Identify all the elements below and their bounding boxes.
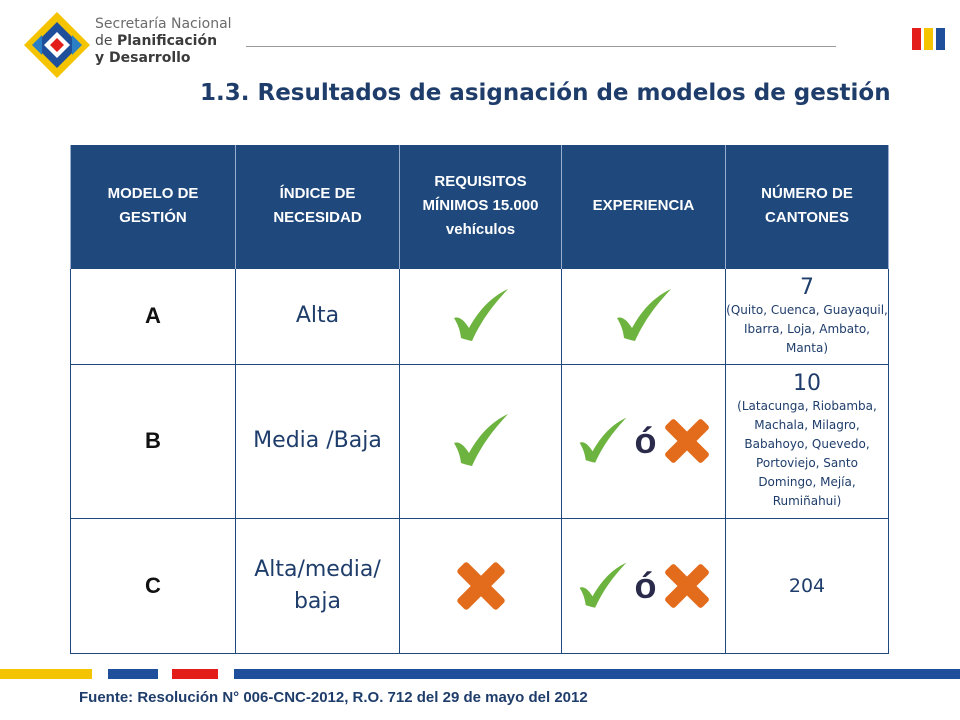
- canton-count-cell: [726, 364, 889, 518]
- cross-mark-icon: [663, 417, 711, 465]
- org-line-2: de Planificación: [95, 33, 218, 49]
- check-mark-icon: [451, 286, 511, 346]
- check-mark-icon: [451, 411, 511, 471]
- page-title: 1.3. Resultados de asignación de modelos de gestión: [200, 80, 891, 106]
- need-cell: Alta/media/ baja: [236, 518, 400, 653]
- flag-stripe-red: [912, 28, 921, 50]
- requirements-cell: [400, 518, 562, 653]
- experience-cell: [562, 268, 726, 364]
- footer-stripe-navy: [234, 669, 960, 679]
- cross-mark-icon: [455, 560, 507, 612]
- table-header-row: [71, 145, 889, 268]
- canton-list: (Latacunga, Riobamba, Machala, Milagro, Babahoyo, Quevedo, Portoviejo, Santo Domingo, Mejía, Rumiñahui): [737, 399, 877, 508]
- canton-count-cell: [726, 268, 889, 364]
- check-mark-icon: [577, 560, 629, 612]
- header-divider: [246, 46, 836, 47]
- canton-count-cell: [726, 518, 889, 653]
- header-need-index: ÍNDICE DE NECESIDAD: [236, 145, 400, 268]
- experience-cell: [562, 518, 726, 653]
- canton-count: 10: [793, 371, 821, 396]
- source-note: Fuente: Resolución N° 006-CNC-2012, R.O. 712 del 29 de mayo del 2012: [79, 689, 588, 706]
- model-cell: B: [71, 364, 236, 518]
- or-label: ó: [634, 564, 657, 606]
- footer-stripe-yellow: [0, 669, 92, 679]
- canton-list: (Quito, Cuenca, Guayaquil, Ibarra, Loja, Ambato, Manta): [726, 302, 888, 355]
- header-min-requirements: REQUISITOS MÍNIMOS 15.000 vehículos: [400, 145, 562, 268]
- check-mark-icon: [577, 415, 629, 467]
- footer-stripe-blue: [108, 669, 158, 679]
- senplades-logo-icon: [22, 10, 92, 80]
- org-line-1: Secretaría Nacional: [95, 16, 232, 32]
- requirements-cell: [400, 268, 562, 364]
- or-label: ó: [634, 420, 657, 461]
- organization-name: [95, 16, 232, 67]
- management-models-table: [70, 145, 889, 654]
- flag-stripe-yellow: [924, 28, 933, 50]
- footer-stripe-red: [172, 669, 218, 679]
- canton-count: 7: [800, 274, 814, 300]
- model-cell: A: [71, 268, 236, 364]
- header-canton-count: NÚMERO DE CANTONES: [726, 145, 889, 268]
- table-row: [71, 518, 889, 653]
- experience-cell: [562, 364, 726, 518]
- need-cell: Media /Baja: [236, 364, 400, 518]
- flag-stripe-blue: [936, 28, 945, 50]
- header-model: MODELO DE GESTIÓN: [71, 145, 236, 268]
- cross-mark-icon: [663, 562, 711, 610]
- table-row: [71, 268, 889, 364]
- model-cell: C: [71, 518, 236, 653]
- requirements-cell: [400, 364, 562, 518]
- check-mark-icon: [614, 286, 674, 346]
- table-row: [71, 364, 889, 518]
- header-experience: EXPERIENCIA: [562, 145, 726, 268]
- org-line-3: y Desarrollo: [95, 50, 191, 66]
- need-cell: Alta: [236, 268, 400, 364]
- canton-count: 204: [788, 574, 826, 597]
